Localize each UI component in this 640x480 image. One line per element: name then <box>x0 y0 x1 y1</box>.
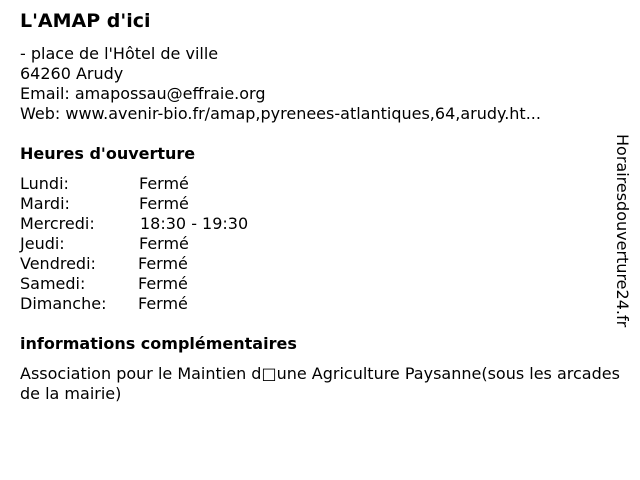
hours-row-wednesday <box>20 214 340 234</box>
hours-row-tuesday <box>20 194 340 214</box>
hours-row-sunday <box>20 294 340 314</box>
address-email: Email: amapossau@effraie.org <box>20 84 266 103</box>
hours-row-friday <box>20 254 340 274</box>
day-hours: Fermé <box>138 294 188 313</box>
page-title: L'AMAP d'ici <box>20 10 151 32</box>
hours-row-thursday <box>20 234 340 254</box>
hours-row-saturday <box>20 274 340 294</box>
day-label: Lundi: <box>20 174 69 193</box>
address-block <box>20 44 541 124</box>
address-web: Web: www.avenir-bio.fr/amap,pyrenees-atlantiques,64,arudy.ht... <box>20 104 541 123</box>
day-label: Mardi: <box>20 194 70 213</box>
hours-list <box>20 174 340 314</box>
day-label: Samedi: <box>20 274 86 293</box>
day-label: Jeudi: <box>20 234 65 253</box>
watermark-text: Horairesdouverture24.fr <box>613 134 632 328</box>
day-hours: 18:30 - 19:30 <box>140 214 249 233</box>
hours-heading: Heures d'ouverture <box>20 144 196 163</box>
day-hours: Fermé <box>138 274 188 293</box>
day-label: Dimanche: <box>20 294 107 313</box>
info-heading: informations complémentaires <box>20 334 297 353</box>
address-street: - place de l'Hôtel de ville <box>20 44 219 63</box>
day-hours: Fermé <box>139 234 189 253</box>
watermark <box>612 134 632 344</box>
day-label: Vendredi: <box>20 254 96 273</box>
day-label: Mercredi: <box>20 214 95 233</box>
day-hours: Fermé <box>139 174 189 193</box>
hours-row-monday <box>20 174 340 194</box>
info-description: Association pour le Maintien d□une Agriculture Paysanne(sous les arcades de la mairie) <box>20 364 620 403</box>
address-city: 64260 Arudy <box>20 64 124 83</box>
day-hours: Fermé <box>138 254 188 273</box>
day-hours: Fermé <box>139 194 189 213</box>
